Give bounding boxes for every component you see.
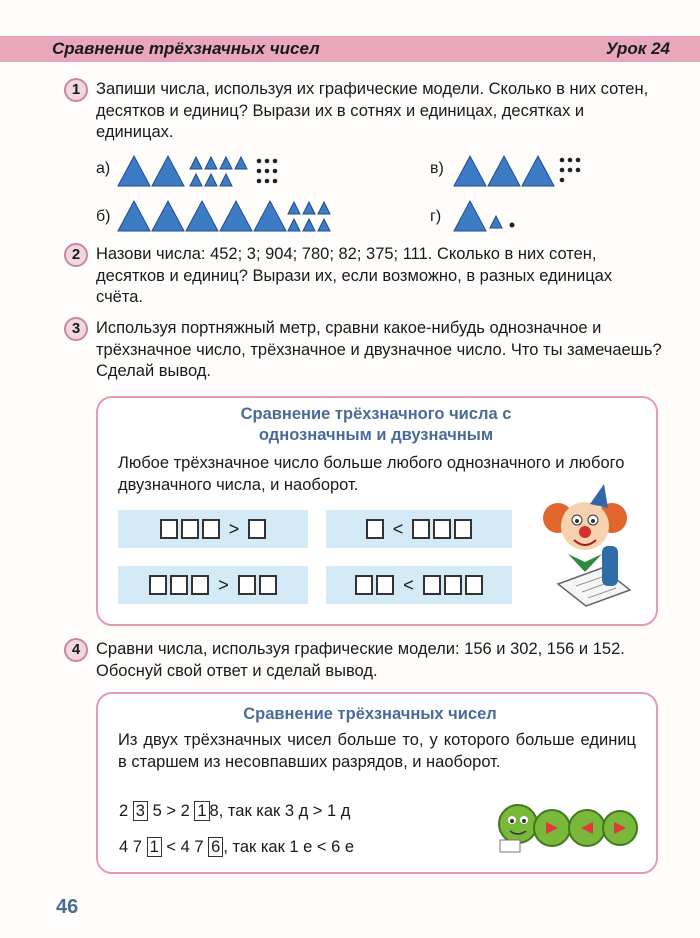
digit: 8: [209, 802, 219, 820]
task-1-badge: 1: [64, 78, 88, 102]
digit-square: [376, 575, 394, 595]
digit-square: [160, 519, 178, 539]
digit-square: [238, 575, 256, 595]
digit-square: [259, 575, 277, 595]
example-2: [119, 836, 354, 858]
digit-square: [181, 519, 199, 539]
digit-square: [412, 519, 430, 539]
lesson-number: Урок 24: [605, 39, 670, 58]
model-g-graphic: [452, 198, 522, 234]
compare-1digit-lt-3digit: [326, 510, 512, 548]
rule-2-title: Сравнение трёхзначных чисел: [243, 705, 497, 723]
task-4-badge: 4: [64, 638, 88, 662]
highlighted-digit: 1: [194, 801, 209, 821]
model-label-a: а): [96, 160, 111, 177]
compare-2digit-lt-3digit: [326, 566, 512, 604]
task-2-text: Назови числа: 452; 3; 904; 780; 82; 375; 111. Сколько в них сотен, десятков и единиц? Вырази их, если возможно, в разных единицах счёта.: [96, 245, 613, 306]
digit-square: [454, 519, 472, 539]
task-2-badge: 2: [64, 243, 88, 267]
highlighted-digit: 3: [133, 801, 148, 821]
digit-square: [423, 575, 441, 595]
lesson-header: [0, 36, 700, 62]
compare-sign: <: [392, 518, 404, 539]
digit-square: [433, 519, 451, 539]
lesson-title: Сравнение трёхзначных чисел: [52, 39, 320, 58]
digit: 5: [152, 802, 162, 820]
task-4-text: Сравни числа, используя графические модели: 156 и 302, 156 и 152. Обоснуй свой ответ и сделай вывод.: [96, 640, 625, 680]
compare-sign: >: [218, 574, 229, 595]
page-number: 46: [56, 896, 79, 918]
digit-square: [170, 575, 188, 595]
task-1-text: Запиши числа, используя их графические модели. Сколько в них сотен, десятков и единиц? Вырази их в сотнях и единицах, десятках и единицах.: [96, 80, 649, 141]
digit: 4: [180, 838, 190, 856]
model-label-g: г): [430, 208, 442, 225]
digit: 4: [119, 838, 129, 856]
digit: 2: [119, 802, 129, 820]
caterpillar-illustration: [490, 800, 640, 856]
compare-3digit-gt-1digit: [118, 510, 308, 548]
reason-text: , так как 1 е < 6 е: [223, 838, 355, 856]
task-3-badge: 3: [64, 317, 88, 341]
compare-sign: <: [403, 574, 414, 595]
reason-text: , так как 3 д > 1 д: [218, 802, 351, 820]
compare-3digit-gt-2digit: [118, 566, 308, 604]
highlighted-digit: 6: [208, 837, 223, 857]
highlighted-digit: 1: [147, 837, 162, 857]
model-b-graphic: [116, 198, 346, 234]
digit-square: [355, 575, 373, 595]
rule-1-title: Сравнение трёхзначного числа с однозначным и двузначным: [240, 405, 512, 444]
rule-1-text: Любое трёхзначное число больше любого однозначного и любого двузначного числа, и наоборот.: [118, 454, 625, 494]
model-label-v: в): [430, 160, 444, 177]
digit-square: [202, 519, 220, 539]
digit-square: [366, 519, 384, 539]
model-label-b: б): [96, 208, 111, 225]
clown-illustration: [532, 480, 636, 610]
example-1: [119, 800, 350, 822]
task-3-text: Используя портняжный метр, сравни какое-нибудь однозначное и трёхзначное число, трёхзначное и двузначное число. Что ты замечаешь? Сделай вывод.: [96, 319, 662, 380]
model-v-graphic: [452, 153, 592, 189]
digit-square: [191, 575, 209, 595]
digit: 7: [132, 838, 142, 856]
digit-square: [248, 519, 266, 539]
digit-square: [149, 575, 167, 595]
digit-square: [444, 575, 462, 595]
compare-sign: >: [228, 518, 240, 539]
digit: 7: [194, 838, 204, 856]
model-a-graphic: [116, 153, 291, 189]
compare-sign: >: [166, 802, 176, 820]
digit: 2: [180, 802, 190, 820]
digit-square: [465, 575, 483, 595]
rule-2-text: Из двух трёхзначных чисел больше то, у которого больше единиц в старшем из несовпавших разрядов, и наоборот.: [118, 731, 636, 771]
compare-sign: <: [166, 838, 176, 856]
